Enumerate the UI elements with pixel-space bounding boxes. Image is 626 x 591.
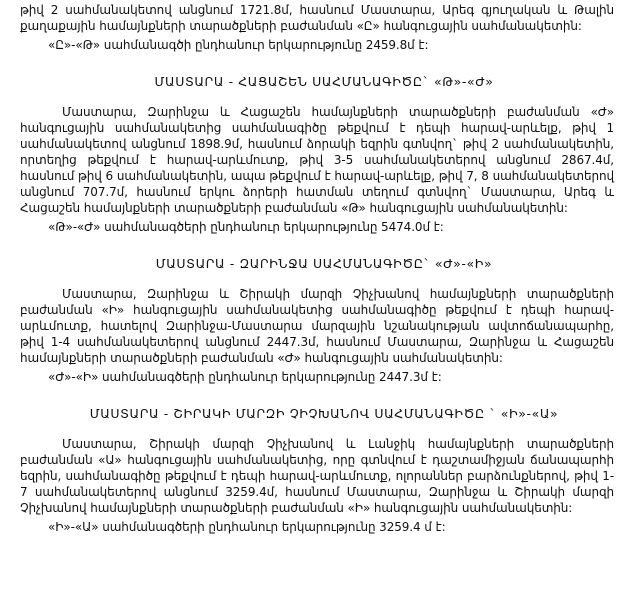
intro-paragraph: թիվ 2 սահմանակետով անցնում 1721.8մ, հասնում Մաստարա, Արեգ գյուղական և Թալին քաղաքային համայնքների տարածքների բաժանման «Ը» հանգուցային սահմանակետին: [20, 3, 614, 33]
section-total-length: «Թ»-«Ժ» սահմանագծերի ընդհանուր երկարությունը 5474.0մ է: [48, 220, 444, 234]
section-mastara-zarinja [20, 256, 614, 385]
section-body: Մաստարա, Զարինջա և Շիրակի մարզի Չիչխանով համայնքների տարածքների բաժանման «Ի» հանգուցային սահմանակետից սահմանագիծը թեքվում է դեպի հարավ-արևմուտք, հատելով Զարինջա-Մաստարա մարզային նշանակության ավտոճանապարհը, թիվ 1-4 սահմանակետերով անցնում 2447.3մ, հասնում Մաստարա, Զարինջա և Հացաշեն համայնքների տարածքների բաժանման «Ժ» հանգուցային սահմանակետին: [20, 287, 614, 365]
intro-total-length: «Ը»-«Թ» սահմանագծի ընդհանուր երկարությունը 2459.8մ է: [48, 38, 429, 52]
section-body: Մաստարա, Շիրակի մարզի Չիչխանով և Լանջիկ համայնքների տարածքների բաժանման «Ա» հանգուցային սահմանակետից, որը գտնվում է դաշտամիջյան ճանապարհի եզրին, սահմանագիծը թեքվում է դեպի հարավ-արևմուտք, ոլորաններ բարձունքներով, թիվ 1-7 սահմանակետերով անցնում 3259.4մ, հասնում Մաստարա, Զարինջա և Շիրակի մարզի Չիչխանով համայնքների տարածքների բաժանման «Ի» հանգուցային սահմանակետին: [20, 437, 614, 515]
section-heading: ՄԱՍՏԱՐԱ - ԶԱՐԻՆՋԱ ՍԱՀՄԱՆԱԳԻԾԸ` «Ժ»-«Ի» [155, 256, 493, 271]
section-heading: ՄԱՍՏԱՐԱ - ՇԻՐԱԿԻ ՄԱՐԶԻ ՉԻՉԽԱՆՈՎ ՍԱՀՄԱՆԱԳԻԾԸ ` «Ի»-«Ա» [89, 406, 559, 421]
section-mastara-chichkhanov [20, 406, 614, 535]
section-body: Մաստարա, Զարինջա և Հացաշեն համայնքների տարածքների բաժանման «Ժ» հանգուցային սահմանակետից սահմանագիծը թեքվում է դեպի հարավ-արևելք, թիվ 1 սահմանակետով անցնում 1898.9մ, հասնում ձորակի եզրին գտնվող` թիվ 2 սահմանակետին, որտեղից թեքվում է հարավ-արևմուտք, թիվ 3-5 սահմանակետերով անցնում 2867.4մ, հասնում թիվ 6 սահմանակետին, ապա թեքվում է հարավ-արևելք, թիվ 7, 8 սահմանակետերով անցնում 707.7մ, հասնում երկու ձորերի հատման տեղում գտնվող` Մաստարա, Արեգ և Հացաշեն համայնքների տարածքների բաժանման «Թ» հանգուցային սահմանակետին: [20, 105, 614, 215]
section-mastara-hatsashen [20, 74, 614, 235]
section-total-length: «Ժ»-«Ի» սահմանագծերի ընդհանուր երկարությունը 2447.3մ է: [48, 370, 442, 384]
section-heading: ՄԱՍՏԱՐԱ - ՀԱՑԱՇԵՆ ՍԱՀՄԱՆԱԳԻԾԸ` «Թ»-«Ժ» [154, 74, 494, 89]
section-total-length: «Ի»-«Ա» սահմանագծերի ընդհանուր երկարությունը 3259.4 մ է: [48, 520, 446, 534]
